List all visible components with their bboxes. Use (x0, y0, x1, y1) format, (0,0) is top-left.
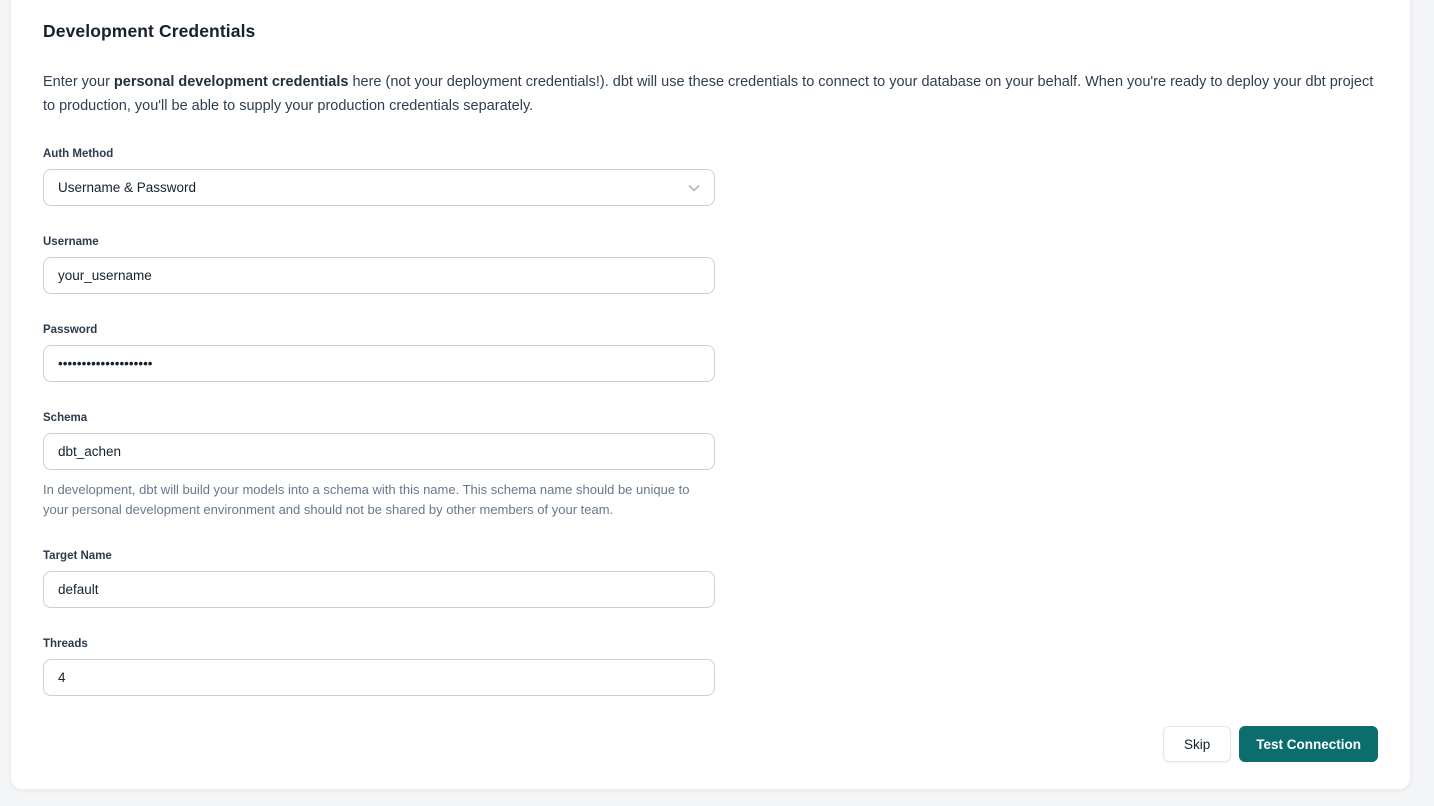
form-footer (43, 726, 1378, 762)
target-name-label: Target Name (43, 550, 112, 562)
page-title: Development Credentials (43, 21, 256, 41)
auth-method-group (43, 148, 715, 206)
intro-bold: personal development credentials (113, 74, 349, 90)
threads-label: Threads (43, 638, 88, 650)
schema-label: Schema (43, 412, 88, 424)
target-name-group (43, 550, 715, 608)
auth-method-selected-value: Username & Password (58, 180, 197, 195)
threads-input[interactable] (43, 659, 715, 696)
threads-group (43, 638, 715, 696)
intro-post: here (not your deployment credentials!). dbt will use these credentials to connect to your database on your behalf. When you're ready to deploy your dbt project to production, you'll be able to supply your production credentials separately. (43, 74, 1374, 114)
credentials-form (43, 148, 1378, 696)
username-label: Username (43, 236, 99, 248)
target-name-input[interactable] (43, 571, 715, 608)
intro-pre: Enter your (43, 74, 114, 90)
username-input[interactable] (43, 257, 715, 294)
schema-input[interactable] (43, 433, 715, 470)
schema-group (43, 412, 715, 520)
schema-help-text: In development, dbt will build your models into a schema with this name. This schema name should be unique to your personal development environment and should not be shared by other members of your team. (43, 482, 690, 517)
password-input[interactable] (43, 345, 715, 382)
skip-button[interactable]: Skip (1163, 726, 1231, 762)
auth-method-select[interactable] (43, 169, 715, 206)
test-connection-button[interactable]: Test Connection (1239, 726, 1378, 762)
chevron-down-icon (686, 180, 702, 196)
credentials-card (10, 0, 1411, 790)
password-label: Password (43, 324, 98, 336)
intro-paragraph (43, 70, 1378, 118)
username-group (43, 236, 715, 294)
auth-method-label: Auth Method (43, 148, 114, 160)
password-group (43, 324, 715, 382)
